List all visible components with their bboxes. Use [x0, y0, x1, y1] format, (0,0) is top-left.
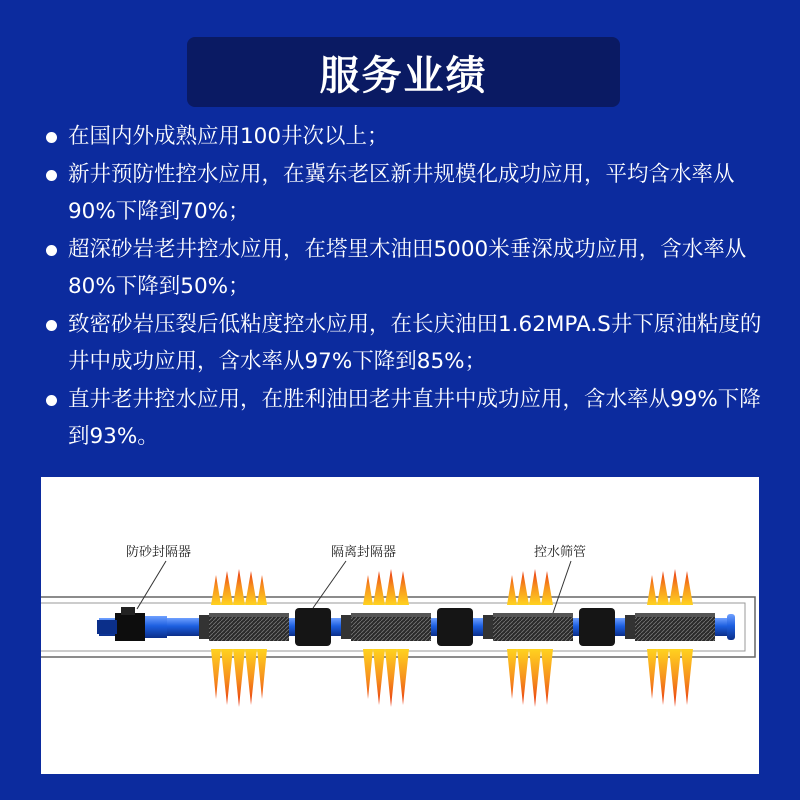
title-banner: [187, 37, 620, 107]
pipe-end-cap: [727, 614, 735, 640]
leader-line-sand-packer: [137, 561, 166, 609]
list-item: [44, 231, 774, 305]
bullet-dot-icon: [46, 132, 57, 143]
bullet-text: 直井老井控水应用，在胜利油田老井直井中成功应用，含水率从99%下降到93%。: [68, 387, 761, 449]
bullet-text: 在国内外成熟应用100井次以上；: [68, 124, 389, 149]
leader-line-isolation-packer: [313, 561, 346, 608]
label-sand-packer: 防砂封隔器: [126, 545, 192, 560]
flame-group-upper-4: [647, 569, 693, 605]
isolation-packer-3: [579, 608, 615, 646]
list-item: [44, 156, 774, 230]
list-item: [44, 118, 774, 155]
leader-line-screen: [553, 561, 571, 613]
isolation-packer-2: [437, 608, 473, 646]
bullet-dot-icon: [46, 320, 57, 331]
screen-1: [199, 613, 289, 641]
bullet-text: 超深砂岩老井控水应用，在塔里木油田5000米垂深成功应用，含水率从80%下降到50%；: [68, 237, 747, 299]
bullet-dot-icon: [46, 395, 57, 406]
flame-group-upper-3: [507, 569, 553, 605]
bullet-dot-icon: [46, 245, 57, 256]
flame-group-lower-3: [507, 649, 553, 707]
bullet-dot-icon: [46, 170, 57, 181]
flame-group-upper-1: [211, 569, 267, 605]
flame-group-lower-1: [211, 649, 267, 707]
label-isolation-packer: 隔离封隔器: [331, 545, 397, 560]
well-completion-diagram: [41, 477, 759, 774]
list-item: [44, 381, 774, 455]
screen-2: [341, 613, 431, 641]
flame-group-lower-2: [363, 649, 409, 707]
page-title: 服务业绩: [319, 52, 488, 99]
bullet-text: 新井预防性控水应用，在冀东老区新井规模化成功应用，平均含水率从90%下降到70%；: [68, 162, 735, 224]
list-item: [44, 306, 774, 380]
screen-4: [625, 613, 715, 641]
bullet-list: [44, 118, 774, 456]
bullet-text: 致密砂岩压裂后低粘度控水应用，在长庆油田1.62MPA.S井下原油粘度的井中成功应用，含水率从97%下降到85%；: [68, 312, 762, 374]
isolation-packer-1: [295, 608, 331, 646]
screen-3: [483, 613, 573, 641]
label-water-control-screen: 控水筛管: [534, 545, 587, 560]
flame-group-lower-4: [647, 649, 693, 707]
diagram-svg: [41, 477, 759, 774]
flame-group-upper-2: [363, 569, 409, 605]
